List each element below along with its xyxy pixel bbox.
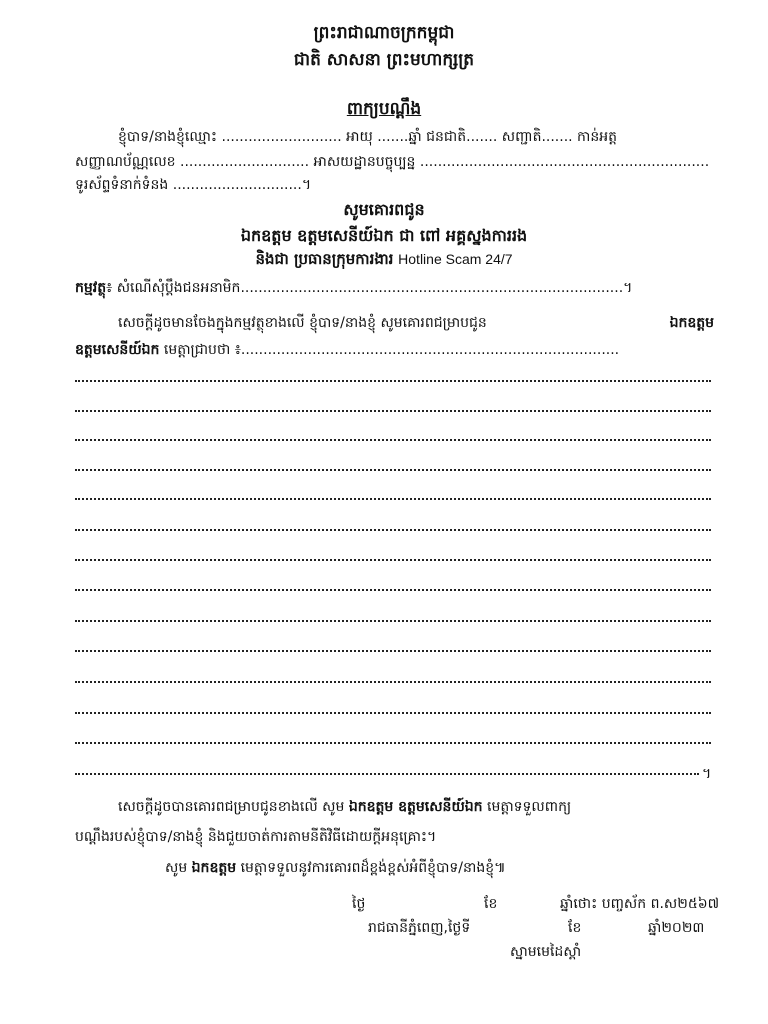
dotted-line [75, 437, 711, 441]
para2-text: សេចក្ដីដូចបានគោរពជម្រាបជូនខាងលើ សូម [118, 799, 345, 815]
dotted-line [75, 527, 711, 531]
document-title: ពាក្យបណ្ដឹង [346, 99, 422, 119]
dotted-line [75, 710, 711, 714]
body-para1-line2 [75, 340, 715, 361]
para2-title: ឯកឧត្តម ឧត្តមសេនីយ៍ឯក [348, 799, 483, 815]
year-label: ឆ្នាំ២០២៣ [648, 920, 705, 936]
lunar-year-label: ឆ្នាំថោះ បញ្ចស័ក ព.ស២៥៦៧ [560, 896, 720, 912]
subject-label: កម្មវត្ថុ [75, 280, 107, 296]
applicant-phone-line: ទូរស័ព្ទទំនាក់ទំនង .............................។ [75, 177, 312, 193]
para3-end: មេត្តាទទួលនូវការគោរពដ៏ខ្ពង់ខ្ពស់អំពីខ្ញុំបាទ/នាងខ្ញុំ៕ [240, 860, 506, 876]
addressee-line-2 [0, 250, 768, 272]
body-para1-line1 [118, 313, 714, 334]
body-para2-line1 [118, 797, 714, 818]
dotted-line [75, 467, 711, 471]
lunar-day-label: ថ្ងៃ [352, 896, 366, 912]
respect-heading: សូមគោរពជូន [343, 200, 425, 219]
body-para2-line2: បណ្ដឹងរបស់ខ្ញុំបាទ/នាងខ្ញុំ និងជួយចាត់ការតាមនីតិវិធីដោយក្ដីអនុគ្រោះ។ [75, 829, 437, 845]
addressee-line-1: ឯកឧត្តម ឧត្តមសេនីយ៍ឯក ជា ពៅ អគ្គស្នងការរង [240, 226, 528, 245]
para1-text: សេចក្ដីដូចមានចែងក្នុងកម្មវត្ថុខាងលើ ខ្ញុំបាទ/នាងខ្ញុំ សូមគោរពជម្រាបជូន [118, 315, 487, 331]
dotted-line [75, 740, 711, 744]
applicant-id-line: សញ្ញាណប័ណ្ណលេខ ............................. អាសយដ្ឋានបច្ចុប្បន្ន ................................................................. [75, 154, 710, 170]
hotline-label: Hotline Scam 24/7 [398, 251, 513, 267]
signature-label: ស្នាមមេដៃស្ដាំ [510, 944, 582, 960]
subject-text: ៖ សំណើសុំប្ដឹងជនអនាមិក......................................................................................។ [106, 280, 633, 296]
para3-title: ឯកឧត្តម [191, 860, 237, 876]
para3-start: សូម [165, 860, 188, 876]
para1-title: ឯកឧត្តម [669, 315, 714, 331]
addressee-role: និងជា ប្រធានក្រុមការងារ [255, 250, 394, 268]
kingdom-heading: ព្រះរាជាណាចក្រកម្ពុជា [313, 23, 455, 43]
para1-line2-rest: មេត្តាជ្រាបថា ៖..................................................................................... [163, 342, 620, 358]
lunar-month-label: ខែ [484, 896, 498, 912]
subject-line [75, 278, 715, 299]
dotted-line [75, 378, 711, 382]
para1-line2-title: ឧត្តមសេនីយ៍ឯក [75, 342, 160, 358]
month-label: ខែ [568, 920, 582, 936]
place-date-label: រាជធានីភ្នំពេញ,ថ្ងៃទី [368, 920, 471, 936]
dotted-line [75, 648, 711, 652]
national-motto: ជាតិ សាសនា ព្រះមហាក្សត្រ [293, 50, 475, 70]
applicant-name-line: ខ្ញុំបាទ/នាងខ្ញុំឈ្មោះ ........................... អាយុ .......ឆ្នាំ ជនជាតិ....... សញ្ជាតិ....... កាន់អត្ត [118, 129, 618, 145]
dotted-line-last [75, 771, 699, 775]
dotted-line [75, 408, 711, 412]
dotted-line [75, 557, 711, 561]
dotted-line [75, 587, 711, 591]
para2-end: មេត្តាទទួលពាក្យ [487, 799, 572, 815]
dotted-line [75, 618, 711, 622]
dotted-line [75, 679, 711, 683]
dotted-line-end-mark: ។ [702, 766, 712, 782]
dotted-line [75, 496, 711, 500]
body-para3 [165, 858, 715, 879]
